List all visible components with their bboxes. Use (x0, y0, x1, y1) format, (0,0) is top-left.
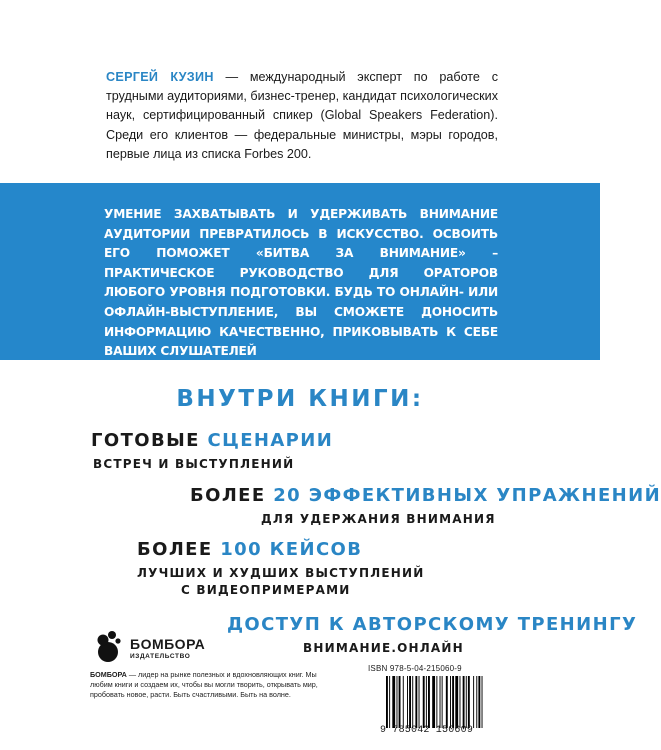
logo-subtitle: ИЗДАТЕЛЬСТВО (130, 653, 191, 660)
feature-exercises-dark: БОЛЕЕ (190, 485, 274, 506)
inside-title: ВНУТРИ КНИГИ: (176, 386, 424, 412)
barcode-bar (455, 676, 458, 728)
feature-training-accent: ДОСТУП К АВТОРСКОМУ ТРЕНИНГУ (227, 614, 638, 635)
feature-training-sub: ВНИМАНИЕ.ОНЛАЙН (303, 641, 464, 655)
barcode-bar (482, 676, 483, 728)
barcode-bar (476, 676, 477, 728)
barcode-bar (468, 676, 470, 728)
feature-scenarios (91, 430, 333, 471)
barcode-bar (386, 676, 388, 728)
feature-exercises-accent: 20 ЭФФЕКТИВНЫХ УПРАЖНЕНИЙ (273, 485, 661, 506)
barcode-bar (450, 676, 451, 728)
barcode-bar (460, 676, 461, 728)
barcode-bar (419, 676, 420, 728)
barcode-number: 9 785042 150609 (380, 725, 474, 736)
feature-cases-dark: БОЛЕЕ (137, 539, 221, 560)
blurb-last-line: И ДОБИВАТЬСЯ ЖЕЛАЕМОГО. (198, 363, 404, 378)
author-bio (106, 68, 498, 164)
barcode-icon (386, 676, 510, 728)
blurb-main: УМЕНИЕ ЗАХВАТЫВАТЬ И УДЕРЖИВАТЬ ВНИМАНИЕ АУДИТОРИИ ПРЕВРАТИЛОСЬ В ИСКУССТВО. ОСВОИТЬ ЕГО ПОМОЖЕТ «БИТВА ЗА ВНИМАНИЕ» – ПРАКТИЧЕСКОЕ РУКОВОДСТВО ДЛЯ ОРАТОРОВ ЛЮБОГО УРОВНЯ ПОДГОТОВКИ. БУДЬ ТО ОНЛАЙН- ИЛИ ОФЛАЙН-ВЫСТУПЛЕНИЕ, ВЫ СМОЖЕТЕ ДОНОСИТЬ ИНФОРМАЦИЮ КАЧЕСТВЕННО, ПРИКОВЫВАТЬ К СЕБЕ ВАШИХ СЛУШАТЕЛЕЙ (104, 207, 498, 359)
barcode-bar (412, 676, 413, 728)
feature-training (227, 614, 637, 655)
feature-cases-sub2: С ВИДЕОПРИМЕРАМИ (181, 583, 351, 597)
blurb-text (104, 205, 498, 381)
publisher-logo (90, 628, 240, 664)
blurb-band (0, 183, 600, 378)
barcode-bar (436, 676, 437, 728)
publisher-note-name: БОМБОРА (90, 670, 127, 679)
barcode-bar (478, 676, 480, 728)
barcode-bar (389, 676, 390, 728)
barcode-bar (442, 676, 443, 728)
feature-scenarios-sub: ВСТРЕЧ И ВЫСТУПЛЕНИЙ (93, 457, 295, 471)
bombora-logo-icon (90, 628, 126, 664)
barcode-bar (423, 676, 425, 728)
author-bio-text: — международный эксперт по работе с трудными аудиториями, бизнес-тренер, кандидат психологических наук, сертифицированный спикер (Global Speakers Federation). Среди его клиентов — федеральные министры, мэры городов, первые лица из списка Forbes 200. (106, 70, 498, 161)
barcode-bar (409, 676, 411, 728)
barcode-bar (473, 676, 474, 728)
barcode-bar (426, 676, 427, 728)
barcode-bar (432, 676, 435, 728)
feature-exercises (190, 485, 661, 526)
barcode-bar (452, 676, 454, 728)
barcode-bar (446, 676, 448, 728)
feature-scenarios-dark: ГОТОВЫЕ (91, 430, 208, 451)
barcode-bar (392, 676, 395, 728)
barcode-bar (407, 676, 408, 728)
barcode-bar (403, 676, 404, 728)
barcode-bar (415, 676, 417, 728)
barcode-bar (466, 676, 467, 728)
isbn-label: ISBN 978-5-04-215060-9 (368, 664, 462, 673)
feature-cases (137, 539, 424, 597)
barcode-bar (463, 676, 465, 728)
feature-scenarios-accent: СЦЕНАРИИ (207, 430, 334, 451)
logo-name: БОМБОРА (130, 636, 206, 652)
barcode-bar (440, 676, 441, 728)
barcode-bar (399, 676, 401, 728)
feature-cases-accent: 100 КЕЙСОВ (220, 539, 363, 560)
author-name: СЕРГЕЙ КУЗИН (106, 70, 214, 84)
publisher-note (90, 670, 320, 700)
publisher-note-text: — лидер на рынке полезных и вдохновляющих книг. Мы любим книги и создаем их, чтобы вы могли творить, открывать мир, пробовать новое, расти. Быть счастливыми. Быть на волне. (90, 670, 318, 699)
feature-exercises-sub: ДЛЯ УДЕРЖАНИЯ ВНИМАНИЯ (261, 512, 496, 526)
barcode-bar (428, 676, 430, 728)
barcode-bar (397, 676, 398, 728)
feature-cases-sub: ЛУЧШИХ И ХУДШИХ ВЫСТУПЛЕНИЙ (137, 566, 425, 580)
